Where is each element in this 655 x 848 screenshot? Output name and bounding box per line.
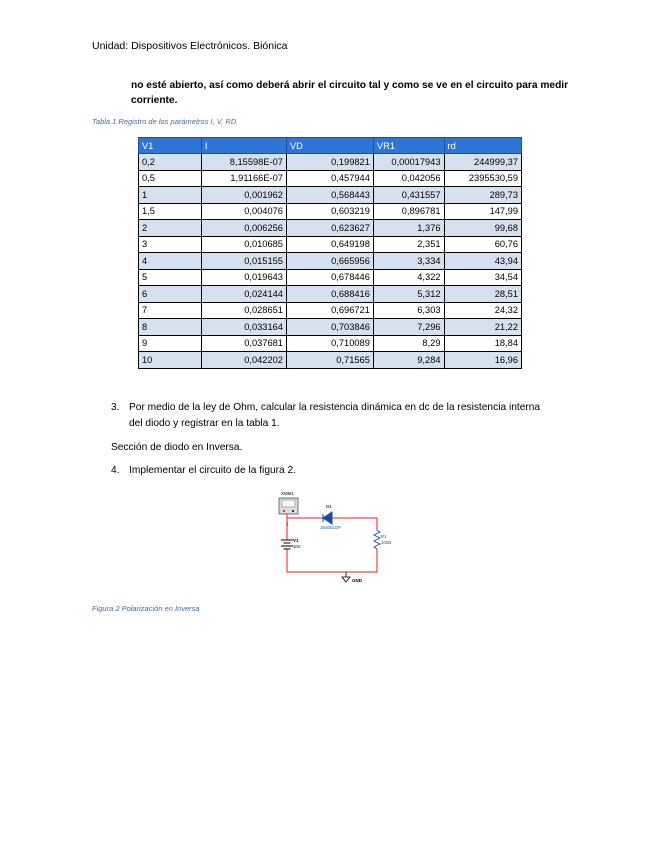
table-row [139, 187, 522, 204]
diode-name: D1 [326, 504, 332, 509]
table-row [139, 170, 522, 187]
table-row [139, 319, 522, 336]
node-label: 1 [286, 522, 289, 528]
cell-vr1: 6,303 [373, 302, 444, 319]
cell-vd: 0,710089 [286, 335, 373, 352]
cell-vr1: 0,042056 [373, 170, 444, 187]
cell-v1: 6 [139, 286, 202, 303]
cell-vd: 0,649198 [286, 236, 373, 253]
cell-rd: 18,84 [444, 335, 521, 352]
meter-terminal-neg [292, 510, 294, 512]
circuit-diagram [270, 488, 410, 588]
cell-vd: 0,703846 [286, 319, 373, 336]
cell-i: 8,15598E-07 [201, 154, 286, 171]
cell-vd: 0,688416 [286, 286, 373, 303]
table-row [139, 335, 522, 352]
cell-rd: 34,54 [444, 269, 521, 286]
cell-vd: 0,568443 [286, 187, 373, 204]
cell-v1: 3 [139, 236, 202, 253]
header-rd: rd [444, 138, 521, 154]
ground-label: GND [352, 578, 362, 583]
cell-rd: 147,99 [444, 203, 521, 220]
cell-vd: 0,199821 [286, 154, 373, 171]
section-title: Sección de diodo en Inversa. [111, 442, 243, 453]
resistor-value: 100Ω [381, 540, 392, 545]
cell-i: 0,042202 [201, 352, 286, 369]
cell-v1: 5 [139, 269, 202, 286]
cell-i: 0,024144 [201, 286, 286, 303]
cell-i: 0,037681 [201, 335, 286, 352]
table-row [139, 352, 522, 369]
diode-part: 1N4001GP [320, 525, 341, 530]
cell-rd: 28,51 [444, 286, 521, 303]
cell-vr1: 4,322 [373, 269, 444, 286]
header-v1: V1 [139, 138, 202, 154]
meter-label: XMM1 [281, 491, 295, 496]
cell-vr1: 0,896781 [373, 203, 444, 220]
resistor-icon [374, 530, 380, 549]
step-4-text: Implementar el circuito de la figura 2. [129, 465, 297, 476]
cell-v1: 8 [139, 319, 202, 336]
intro-paragraph: no esté abierto, así como deberá abrir el circuito tal y como se ve en el circuito para medir corriente. [131, 80, 569, 106]
ground-icon [342, 572, 350, 582]
cell-vr1: 7,296 [373, 319, 444, 336]
step-3-number: 3. [111, 402, 120, 413]
meter-terminal-pos [283, 510, 285, 512]
cell-vd: 0,623627 [286, 220, 373, 237]
table-row [139, 253, 522, 270]
cell-rd: 24,32 [444, 302, 521, 319]
parameters-table [138, 137, 522, 369]
header-vr1: VR1 [373, 138, 444, 154]
header-vd: VD [286, 138, 373, 154]
table-row [139, 154, 522, 171]
cell-v1: 1 [139, 187, 202, 204]
source-name: V1 [293, 538, 299, 543]
multimeter-display [282, 500, 295, 507]
cell-i: 0,028651 [201, 302, 286, 319]
table-header-row [139, 138, 522, 154]
cell-vr1: 9,284 [373, 352, 444, 369]
cell-rd: 99,68 [444, 220, 521, 237]
cell-vd: 0,678446 [286, 269, 373, 286]
table-row [139, 236, 522, 253]
cell-vd: 0,457944 [286, 170, 373, 187]
step-4 [111, 463, 411, 479]
cell-v1: 0,2 [139, 154, 202, 171]
cell-i: 0,004076 [201, 203, 286, 220]
table-row [139, 220, 522, 237]
cell-vr1: 1,376 [373, 220, 444, 237]
cell-vd: 0,696721 [286, 302, 373, 319]
cell-rd: 60,76 [444, 236, 521, 253]
cell-vr1: 0,00017943 [373, 154, 444, 171]
cell-rd: 289,73 [444, 187, 521, 204]
cell-i: 0,019643 [201, 269, 286, 286]
cell-vr1: 3,334 [373, 253, 444, 270]
cell-vd: 0,603219 [286, 203, 373, 220]
page-header: Unidad: Dispositivos Electrónicos. Biónica [92, 40, 288, 52]
cell-v1: 7 [139, 302, 202, 319]
cell-vd: 0,665956 [286, 253, 373, 270]
header-i: I [201, 138, 286, 154]
diode-icon [323, 512, 332, 524]
cell-v1: 1,5 [139, 203, 202, 220]
cell-vr1: 2,351 [373, 236, 444, 253]
cell-v1: 0,5 [139, 170, 202, 187]
cell-vr1: 0,431557 [373, 187, 444, 204]
step-3-line1: Por medio de la ley de Ohm, calcular la resistencia dinámica en dc de la resistencia interna [129, 402, 541, 413]
cell-v1: 9 [139, 335, 202, 352]
step-3-line2: del diodo y registrar en la tabla 1. [129, 418, 280, 429]
cell-v1: 10 [139, 352, 202, 369]
cell-v1: 2 [139, 220, 202, 237]
step-3 [111, 400, 581, 434]
figure-caption: Figura 2 Polarización en Inversa [92, 604, 200, 613]
bottom-wire [287, 549, 377, 572]
cell-vr1: 5,312 [373, 286, 444, 303]
cell-i: 0,006256 [201, 220, 286, 237]
cell-i: 0,010685 [201, 236, 286, 253]
table-row [139, 269, 522, 286]
table-row [139, 302, 522, 319]
cell-rd: 43,94 [444, 253, 521, 270]
cell-rd: 2395530,59 [444, 170, 521, 187]
table-row [139, 286, 522, 303]
cell-rd: 16,96 [444, 352, 521, 369]
step-4-number: 4. [111, 465, 120, 476]
cell-i: 1,91166E-07 [201, 170, 286, 187]
cell-v1: 4 [139, 253, 202, 270]
cell-vr1: 8,29 [373, 335, 444, 352]
cell-i: 0,015155 [201, 253, 286, 270]
cell-i: 0,001962 [201, 187, 286, 204]
table-caption: Tabla 1 Registro de los parámetros I, V, RD [92, 117, 237, 126]
cell-rd: 244999,37 [444, 154, 521, 171]
source-value: 10V [293, 544, 301, 549]
cell-i: 0,033164 [201, 319, 286, 336]
resistor-name: R1 [381, 534, 387, 539]
table-row [139, 203, 522, 220]
cell-rd: 21,22 [444, 319, 521, 336]
battery-icon [281, 540, 293, 549]
cell-vd: 0,71565 [286, 352, 373, 369]
